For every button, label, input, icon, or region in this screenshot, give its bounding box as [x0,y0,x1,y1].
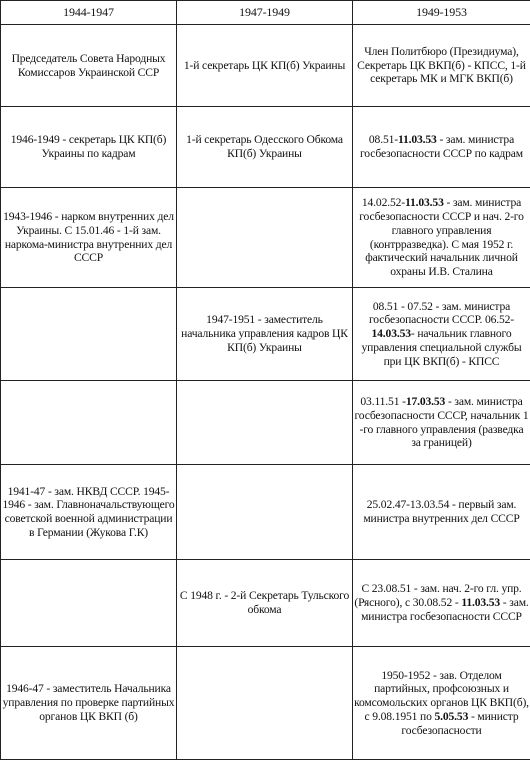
cell-text: 1-й секретарь Одесского Обкома КП(б) Украины [178,133,351,160]
table-row [1,107,530,188]
cell-text [354,133,529,160]
text-post: - зам. министра госбезопасности СССР, начальник 1 -го главного управления (разведка за границей) [354,395,528,449]
text-post: - министр госбезопасности [401,710,518,737]
text-bold-date: 11.03.53 [461,596,500,609]
header-period-3: 1949-1953 [353,1,530,25]
text-bold-date: 17.03.53 [406,395,445,408]
cell-text [354,196,529,278]
cell-period-1 [1,107,177,188]
text-post: - начальник главного управления специальной службы при ЦК ВКП(б) - КПСС [362,327,522,367]
cell-text: 1941-47 - зам. НКВД СССР. 1945-1946 - зам. Главноначальствующего советской военной администрации в Германии (Жукова Г.К) [2,485,175,540]
text-bold-date: 5.05.53 [434,710,468,723]
text-pre: 08.51 - 07.52 - зам. министра госбезопасности СССР. 06.52- [369,300,514,327]
cell-period-1 [1,188,177,288]
text-pre: 08.51- [369,133,398,146]
text-post: - зам. министра госбезопасности СССР и нач. 2-го главного управления (контрразведка). С мая 1952 г. фактический начальник личной охраны И.В. Сталина [359,196,524,277]
cell-text [354,582,529,623]
cell-text [354,300,529,368]
cell-period-1 [1,465,177,560]
cell-period-3 [353,560,530,647]
header-row [1,1,530,25]
cell-period-1 [1,25,177,107]
cell-period-2 [177,25,353,107]
cell-period-3 [353,288,530,381]
text-bold-date: 11.03.53 [405,196,444,209]
cell-period-1 [1,288,177,381]
cell-period-1 [1,381,177,465]
cell-period-2 [177,107,353,188]
cell-period-2 [177,188,353,288]
cell-period-3 [353,25,530,107]
cell-text: 1946-1949 - секретарь ЦК КП(б) Украины по кадрам [2,133,175,160]
cell-text [354,395,529,450]
cell-period-3 [353,647,530,760]
cell-text [354,669,529,737]
cell-text: Председатель Совета Народных Комиссаров Украинской ССР [2,52,175,79]
header-period-1: 1944-1947 [1,1,177,25]
text-pre: 14.02.52- [362,196,405,209]
text-pre: 1950-1952 - зав. Отделом партийных, профсоюзных и комсомольских органов ЦК ВКП(б), с 9.08.1951 по [354,669,529,723]
cell-text: Член Политбюро (Президиума), Секретарь ЦК ВКП(б) - КПСС, 1-й секретарь МК и МГК ВКП(б) [354,45,529,86]
cell-period-2 [177,288,353,381]
cell-period-2 [177,381,353,465]
table-row [1,647,530,760]
cell-period-2 [177,560,353,647]
cell-text: 1947-1951 - заместитель начальника управления кадров ЦК КП(б) Украины [178,313,351,354]
table-row [1,381,530,465]
table-row [1,288,530,381]
cell-text: 25.02.47-13.03.54 - первый зам. министра внутренних дел СССР [354,498,529,525]
cell-text: 1943-1946 - нарком внутренних дел Украины. С 15.01.46 - 1-й зам. наркома-министра внутренних дел СССР [2,210,175,265]
text-post: - зам. министра госбезопасности СССР [361,596,529,623]
cell-text: 1946-47 - заместитель Начальника управления по проверке партийных органов ЦК ВКП (б) [2,682,175,723]
cell-period-2 [177,647,353,760]
table-row [1,560,530,647]
cell-period-3 [353,465,530,560]
table-row [1,188,530,288]
cell-period-3 [353,381,530,465]
cell-period-3 [353,107,530,188]
text-bold-date: 14.03.53 [372,327,411,340]
cell-period-2 [177,465,353,560]
header-period-2: 1947-1949 [177,1,353,25]
cell-text: С 1948 г. - 2-й Секретарь Тульского обкома [178,589,351,616]
text-pre: 03.11.51 - [360,395,405,408]
text-post: - зам. министра госбезопасности СССР по кадрам [360,133,523,160]
table-row [1,25,530,107]
text-bold-date: 11.03.53 [398,133,437,146]
cell-period-1 [1,647,177,760]
cell-text: 1-й секретарь ЦК КП(б) Украины [178,59,351,73]
text-pre: С 23.08.51 - зам. нач. 2-го гл. упр. (Рясного), с 30.08.52 - [354,582,521,609]
table-row [1,465,530,560]
cell-period-1 [1,560,177,647]
cell-period-3 [353,188,530,288]
